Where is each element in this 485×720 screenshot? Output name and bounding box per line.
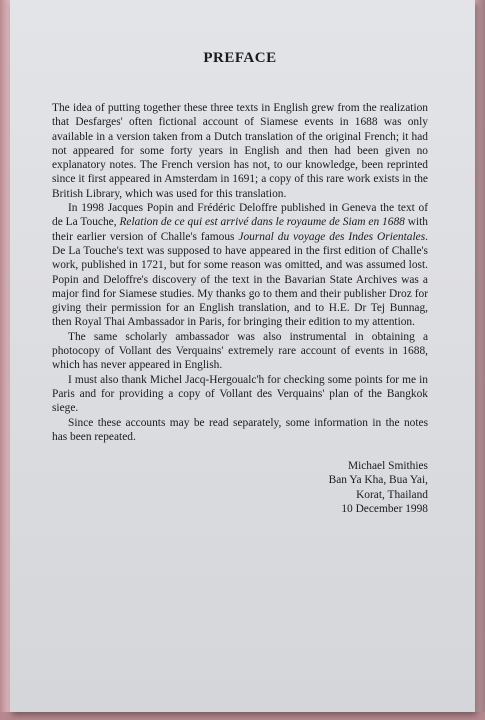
text-run: I must also thank Michel Jacq-Hergoualc'h for checking some points for me in Paris and for providing a copy of Vollant des Verquains' plan of the Bangkok siege. [52, 373, 428, 415]
book-bottom-edge [0, 712, 485, 720]
book-cover-edge [475, 0, 485, 720]
author-name: Michael Smithies [347, 460, 428, 473]
body-paragraph [52, 201, 428, 330]
page-content [52, 50, 428, 516]
text-run: The idea of putting together these three texts in English grew from the realization that Desfarges' often fictional account of Siamese events in 1688 was only available in a version taken from a Dutch translation of the original French; it had not appeared for some forty years in English and then had been given no explanatory notes. The French version has not, to our knowledge, been reprinted since it first appeared in Amsterdam in 1691; a copy of this rare work exists in the British Library, which was used for this translation. [52, 102, 428, 200]
preface-date: 10 December 1998 [341, 503, 428, 516]
text-run: The same scholarly ambassador was also instrumental in obtaining a photocopy of Vollant des Verquains' extremely rare account of events in 1688, which has never appeared in English. [52, 330, 428, 372]
italic-title: Journal du voyage des Indes Orientales [238, 230, 426, 243]
address-line: Korat, Thailand [356, 488, 428, 501]
body-paragraph [52, 416, 428, 445]
italic-title: Relation de ce qui est arrivé dans le royaume de Siam en 1688 [119, 216, 405, 229]
text-run: with their earlier version of Challe's famous [52, 216, 428, 243]
body-paragraph [52, 101, 428, 201]
body-text [52, 101, 428, 444]
body-paragraph [52, 373, 428, 416]
text-run: Since these accounts may be read separately, some information in the notes has been repeated. [52, 416, 428, 443]
address-line: Ban Ya Kha, Bua Yai, [328, 474, 428, 487]
text-run: In 1998 Jacques Popin and Frédéric Deloffre published in Geneva the text of de La Touche, [52, 202, 428, 229]
body-paragraph [52, 330, 428, 373]
book-page [10, 0, 475, 712]
text-run: . De La Touche's text was supposed to have appeared in the first edition of Challe's work, published in 1721, but for some reason was omitted, and was assumed lost. Popin and Deloffre's discovery of the text in the Bavarian State Archives was a major find for Siamese studies. My thanks go to them and their publisher Droz for giving their permission for an English translation, and to H.E. Dr Tej Bunnag, then Royal Thai Ambassador in Paris, for bringing their edition to my attention. [52, 230, 428, 329]
page-heading: PREFACE [203, 50, 277, 66]
signature-block [52, 459, 428, 516]
